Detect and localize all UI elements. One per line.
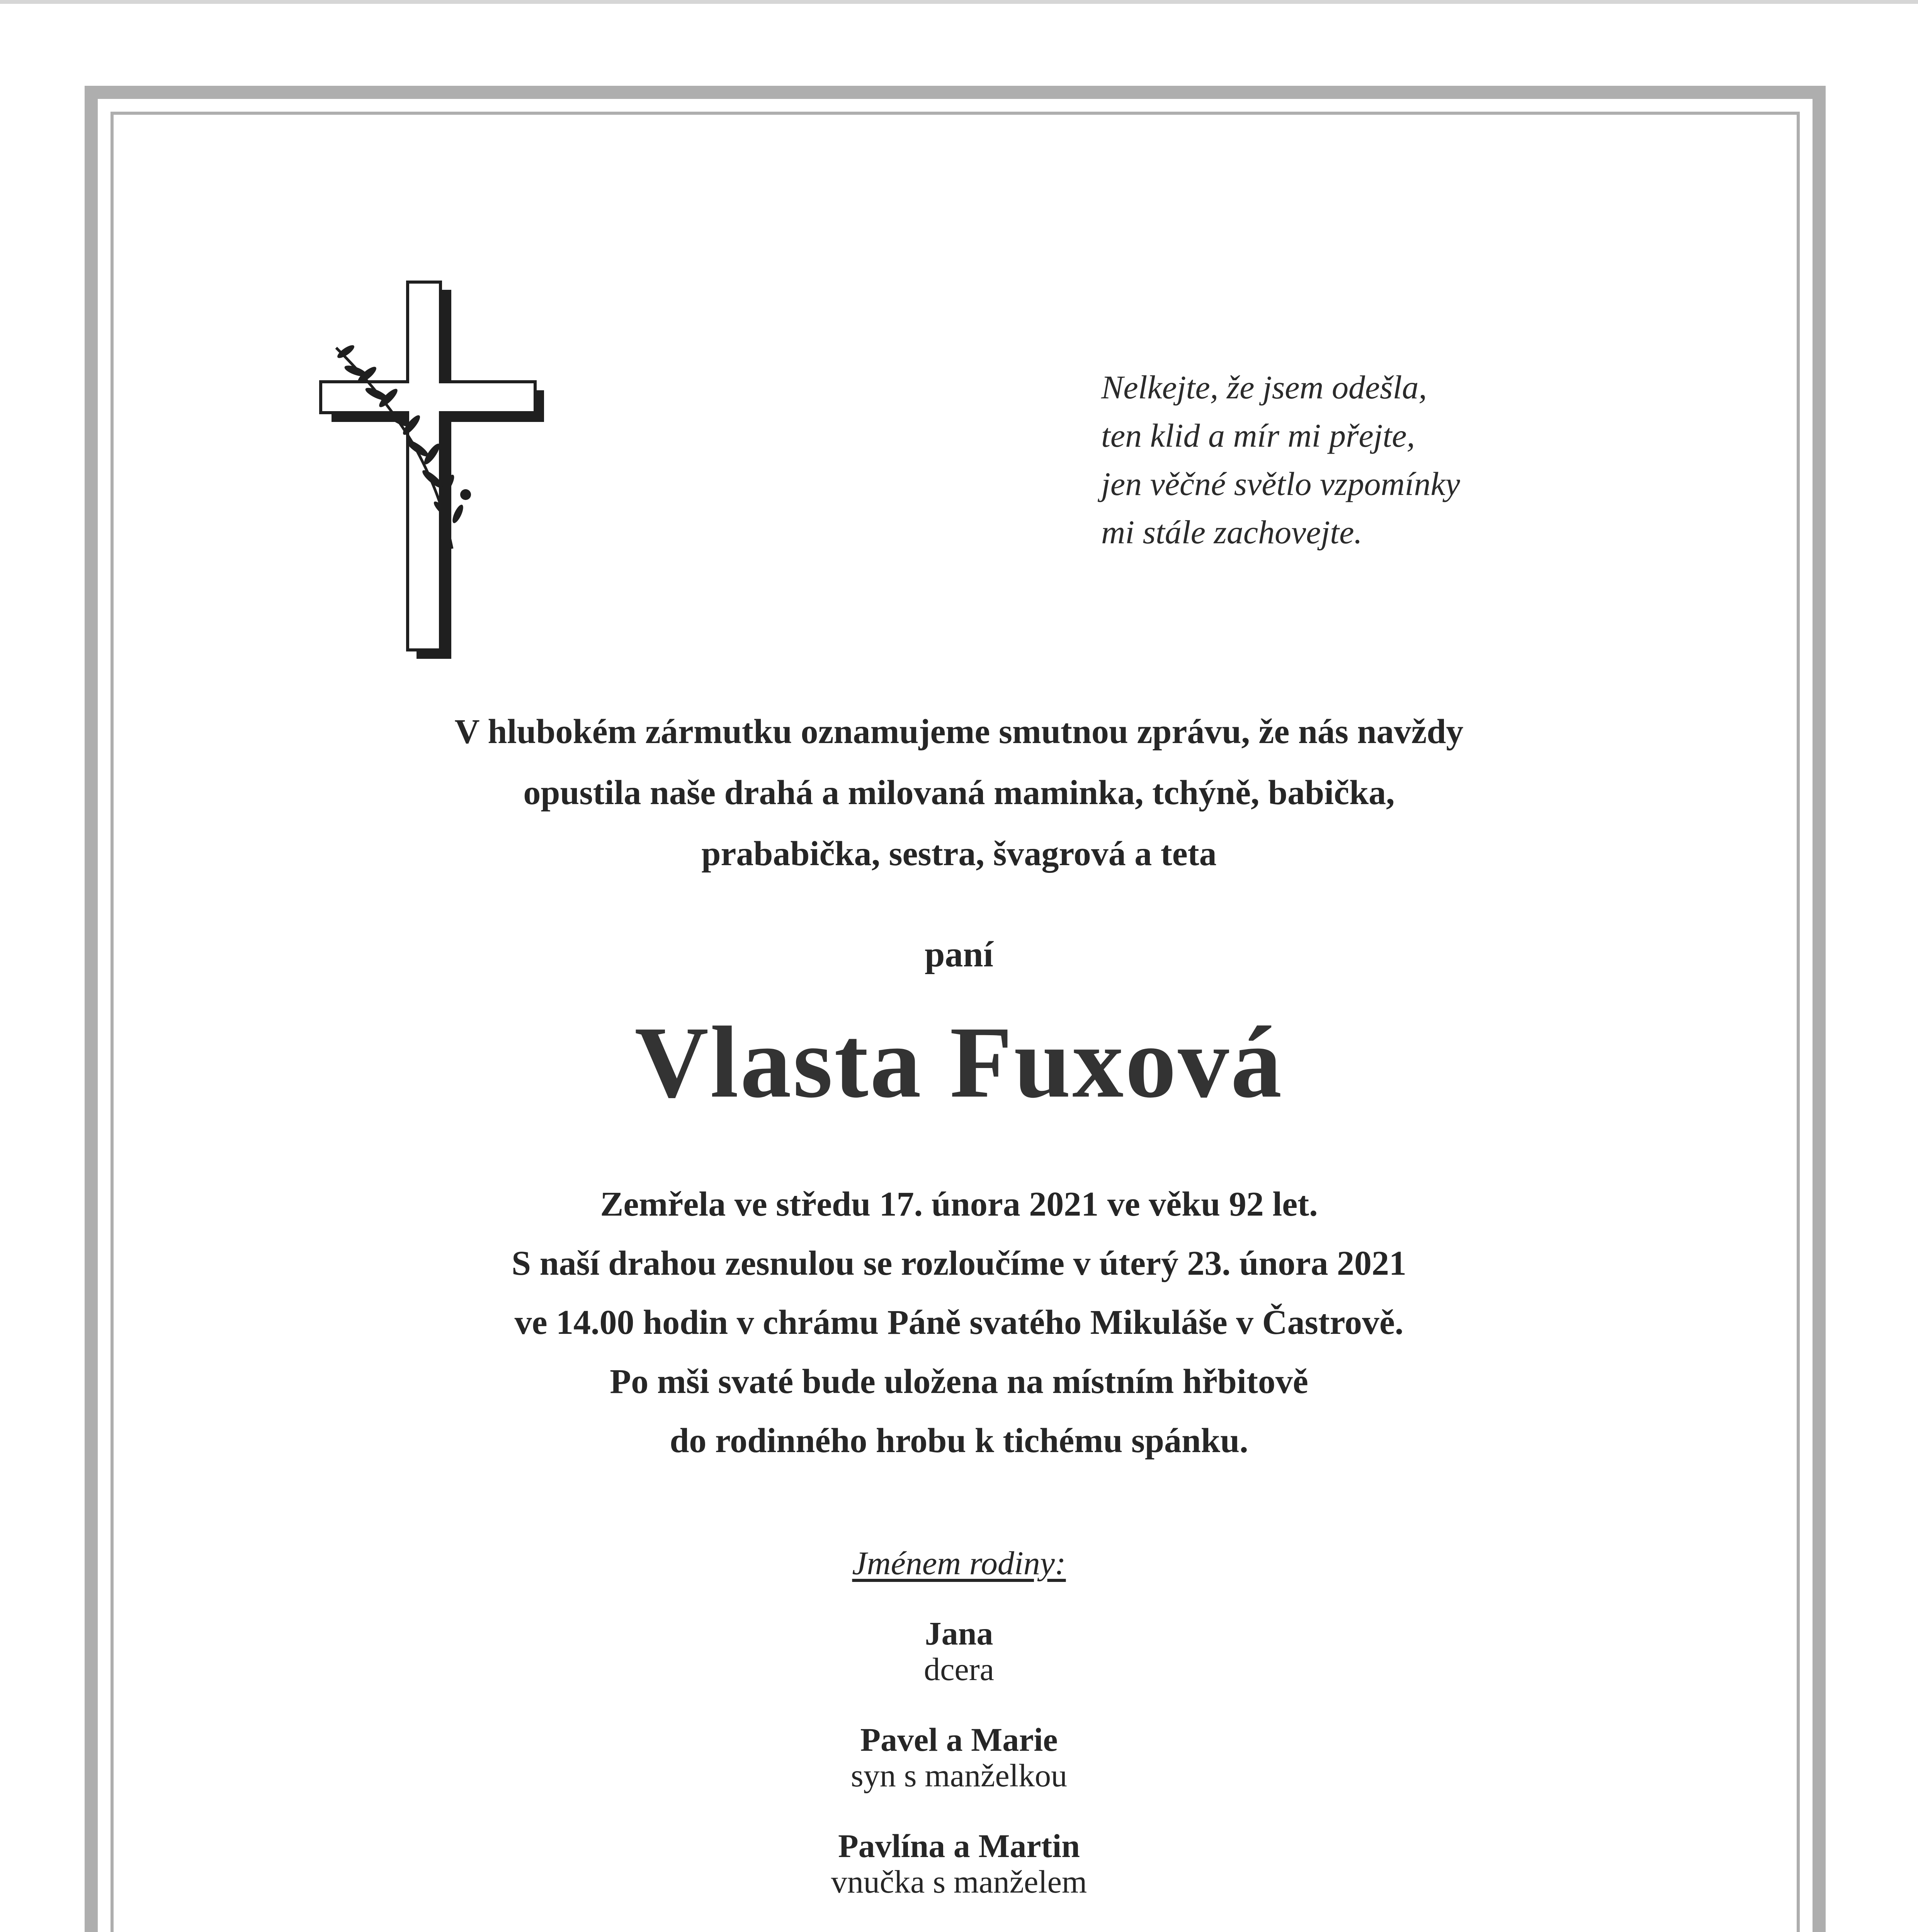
family-member	[193, 1721, 1725, 1828]
family-member	[193, 1828, 1725, 1932]
family-list	[193, 1615, 1725, 1932]
honorific: paní	[925, 934, 993, 975]
family-heading	[193, 1542, 1725, 1584]
member-relation: dcera	[924, 1651, 994, 1687]
poem	[1101, 363, 1642, 556]
member-relation: vnučka s manželem	[831, 1864, 1087, 1900]
intro-line: V hlubokém zármutku oznamujeme smutnou zprávu, že nás navždy	[454, 713, 1464, 751]
poem-line: ten klid a mír mi přejte,	[1101, 417, 1415, 454]
details-line: Zemřela ve středu 17. února 2021 ve věku 92 let.	[600, 1185, 1318, 1223]
family-member	[193, 1615, 1725, 1721]
page-top-edge	[0, 0, 1918, 4]
member-relation: syn s manželkou	[851, 1758, 1067, 1794]
details-line: Po mši svaté bude uložena na místním hřbitově	[610, 1362, 1308, 1401]
details-line: do rodinného hrobu k tichému spánku.	[670, 1422, 1248, 1460]
poem-line: mi stále zachovejte.	[1101, 514, 1362, 551]
deceased-name: Vlasta Fuxová	[634, 1006, 1284, 1119]
details-line: ve 14.00 hodin v chrámu Páně svatého Mikuláše v Častrově.	[514, 1303, 1404, 1342]
intro-line: prababička, sestra, švagrová a teta	[701, 835, 1217, 873]
funeral-details	[193, 1175, 1725, 1470]
details-line: S naší drahou zesnulou se rozloučíme v úterý 23. února 2021	[512, 1244, 1406, 1282]
poem-line: jen věčné světlo vzpomínky	[1101, 465, 1460, 502]
announcement-intro	[193, 701, 1725, 884]
cross-with-palm-branch-icon	[309, 278, 556, 665]
member-name: Jana	[925, 1615, 993, 1652]
family-heading-text: Jménem rodiny:	[852, 1544, 1066, 1582]
poem-line: Nelkejte, že jsem odešla,	[1101, 369, 1427, 406]
member-name: Pavlína a Martin	[838, 1827, 1080, 1864]
member-name: Pavel a Marie	[860, 1721, 1058, 1758]
intro-line: opustila naše drahá a milovaná maminka, tchýně, babička,	[523, 774, 1395, 812]
